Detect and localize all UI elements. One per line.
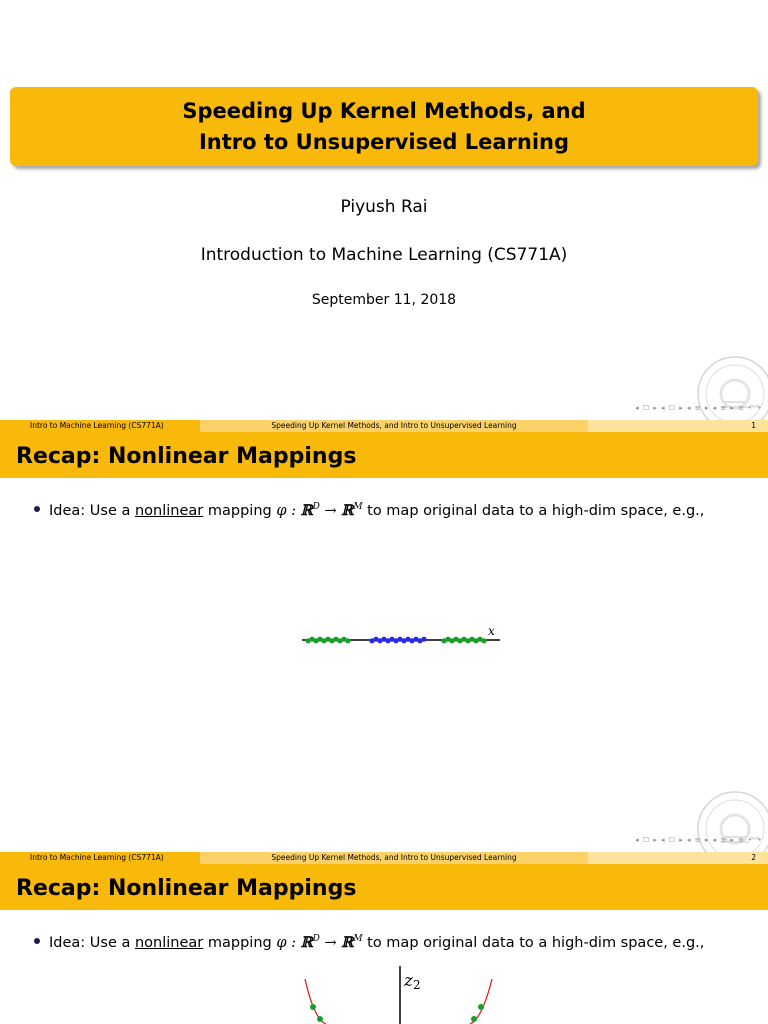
bullet-icon [34, 938, 40, 944]
title-slide [0, 0, 768, 432]
footer-bar [0, 852, 768, 864]
author: Piyush Rai [340, 197, 428, 217]
underlined-word: nonlinear [134, 503, 204, 519]
content-slide-2 [0, 432, 768, 864]
bullet-icon [34, 506, 40, 512]
footer-left: Intro to Machine Learning (CS771A) [0, 420, 200, 432]
content-slide-3 [0, 864, 768, 1024]
frame-title: Recap: Nonlinear Mappings [0, 864, 768, 910]
1d-data-plot [296, 622, 506, 652]
blue-point [421, 637, 426, 642]
2d-mapped-plot [296, 964, 506, 1024]
underlined-word: nonlinear [134, 935, 204, 951]
mapped-point [310, 1004, 316, 1010]
math-mapping: φ : ℝ$^D$ → ℝ$^M$ [276, 934, 363, 951]
z2-axis-label: z2 [404, 971, 421, 992]
footer-page-number: 1 [588, 420, 768, 432]
bullet-item: Idea: Use a nonlinear mapping φ : ℝ$^D$ → ℝ$^M$ to map original data to a high-dim space, e.g., [34, 502, 704, 519]
frame-title: Recap: Nonlinear Mappings [0, 432, 768, 478]
footer-center: Speeding Up Kernel Methods, and Intro to Unsupervised Learning [200, 420, 588, 432]
navigation-controls[interactable]: ◂ ☐ ▸ ◂ ☐ ▸ ◂ ≡ ▸ ◂ ≡ ▸ ≡ ↶↷ [635, 836, 762, 844]
green-point [345, 638, 350, 643]
footer-bar [0, 420, 768, 432]
mapped-point [478, 1004, 484, 1010]
title-box [10, 87, 758, 166]
title-line-1: Speeding Up Kernel Methods, and [182, 98, 586, 123]
date: September 11, 2018 [311, 292, 457, 308]
mapped-point [317, 1016, 323, 1022]
navigation-controls[interactable]: ◂ ☐ ▸ ◂ ☐ ▸ ◂ ≡ ▸ ◂ ≡ ▸ ≡ ↶↷ [635, 404, 762, 412]
x-axis-label: x [488, 624, 495, 638]
curve-left [305, 979, 326, 1024]
course-name: Introduction to Machine Learning (CS771A) [200, 245, 568, 265]
bullet-item: Idea: Use a nonlinear mapping φ : ℝ$^D$ → ℝ$^M$ to map original data to a high-dim space, e.g., [34, 934, 704, 951]
green-point [481, 638, 486, 643]
mapped-point [471, 1016, 477, 1022]
title-line-2: Intro to Unsupervised Learning [198, 129, 569, 154]
footer-center: Speeding Up Kernel Methods, and Intro to Unsupervised Learning [200, 852, 588, 864]
footer-page-number: 2 [588, 852, 768, 864]
math-mapping: φ : ℝ$^D$ → ℝ$^M$ [276, 502, 363, 519]
footer-left: Intro to Machine Learning (CS771A) [0, 852, 200, 864]
